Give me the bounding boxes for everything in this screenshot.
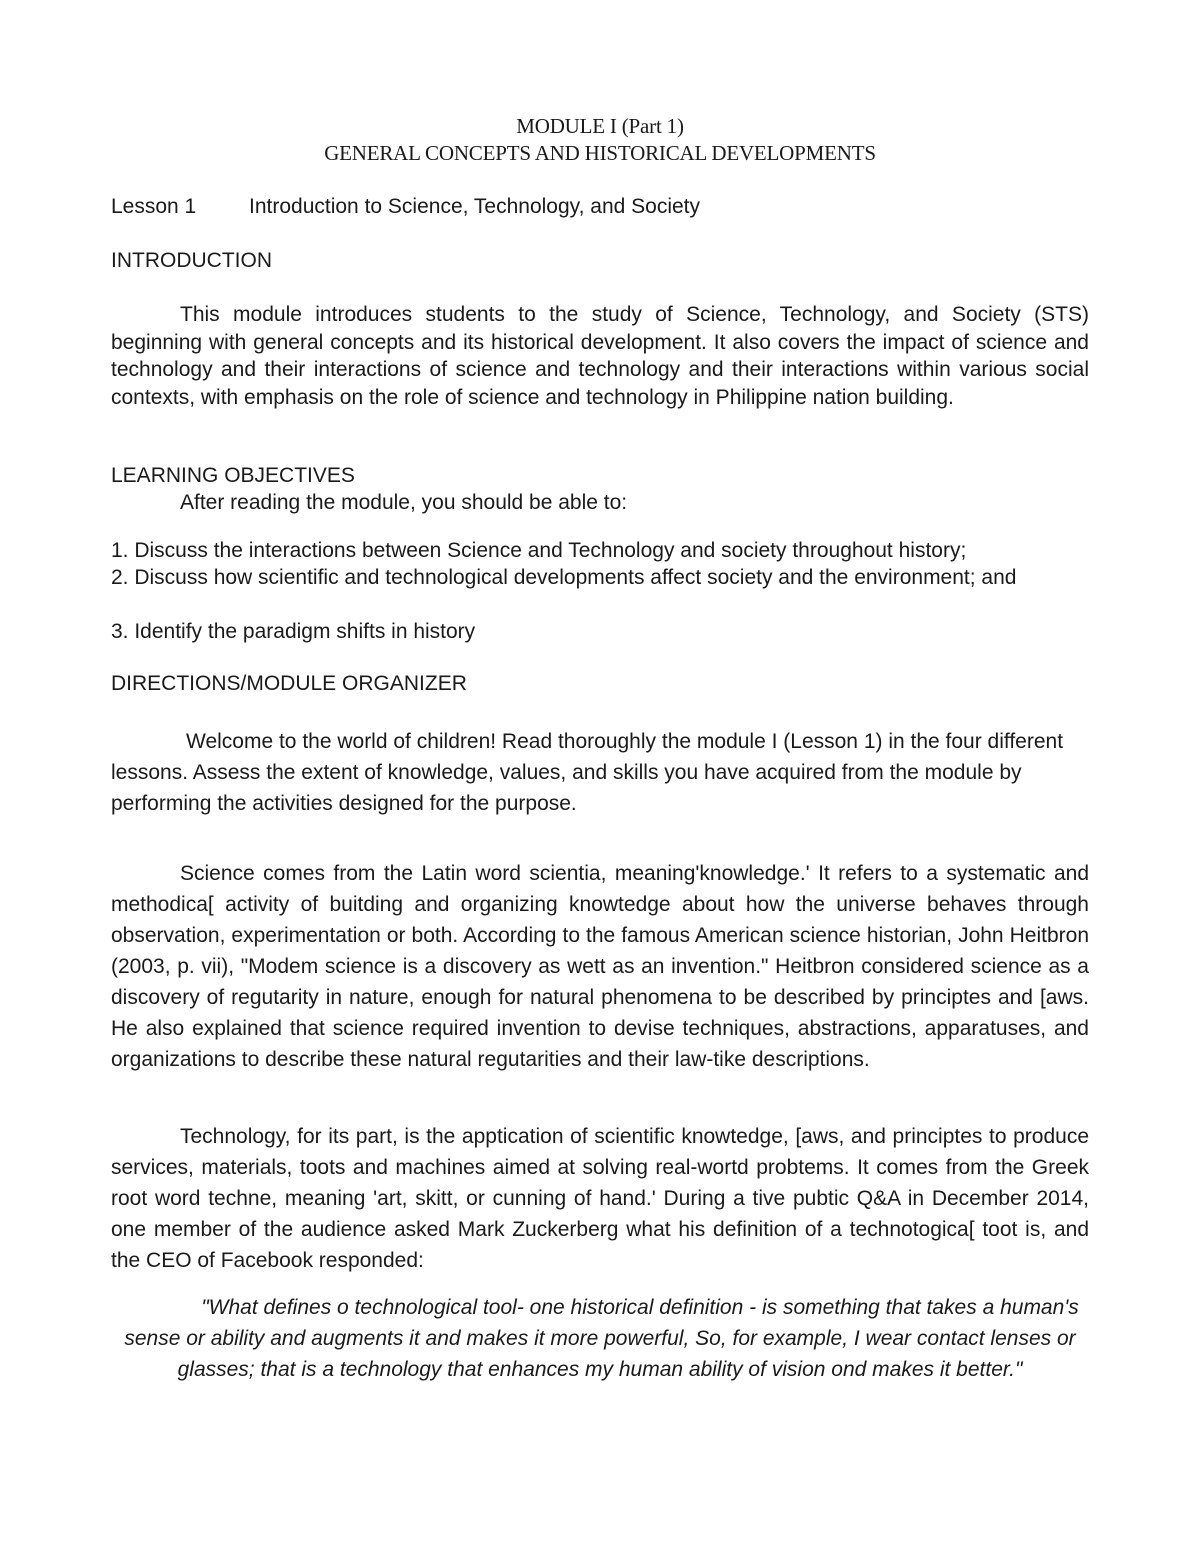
science-paragraph: Science comes from the Latin word scientia, meaning'knowledge.' It refers to a systematic and methodica[ activity of buitding and organizing knowtedge about how the universe behaves through observation, experimentation or both. According to the famous American science historian, John Heitbron (2003, p. vii), "Modem science is a discovery as wett as an invention." Heitbron considered science as a discovery of regutarity in nature, enough for natural phenomena to be described by principtes and [aws. He also explained that science required invention to devise techniques, abstractions, apparatuses, and organizations to describe these natural regutarities and their law-tike descriptions. — [111, 862, 1089, 1071]
module-title: MODULE I (Part 1) — [516, 114, 684, 138]
objective-item: 3. Identify the paradigm shifts in history — [111, 620, 476, 643]
technology-paragraph: Technology, for its part, is the apptication of scientific knowtedge, [aws, and principtes to produce services, materials, toots and machines aimed at solving real-wortd probtems. It comes from the Greek root word techne, meaning 'art, skitt, or cunning of hand.' During a tive pubtic Q&A in December 2014, one member of the audience asked Mark Zuckerberg what his definition of a technotogica[ toot is, and the CEO of Facebook responded: — [111, 1125, 1089, 1272]
objective-item: 2. Discuss how scientific and technological developments affect society and the environment; and — [111, 566, 1017, 589]
objective-item: 1. Discuss the interactions between Science and Technology and society throughout history; — [111, 539, 967, 562]
introduction-paragraph: This module introduces students to the study of Science, Technology, and Society (STS) beginning with general concepts and its historical development. It also covers the impact of science and technology and their interactions of science and technology and their interactions within various social contexts, with emphasis on the role of science and technology in Philippine nation building. — [111, 303, 1089, 409]
objectives-heading: LEARNING OBJECTIVES — [111, 464, 355, 487]
zuckerberg-quote: "What defines o technological tool- one historical definition - is something that takes a human's sense or ability and augments it and makes it more powerful, So, for example, I wear contact lenses or glasses; that is a technology that enhances my human ability of vision ond makes it better." — [124, 1296, 1079, 1381]
objectives-lead: After reading the module, you should be able to: — [180, 491, 628, 514]
lesson-number: Lesson 1 — [111, 195, 197, 218]
lesson-title: Introduction to Science, Technology, and Society — [249, 195, 701, 218]
directions-heading: DIRECTIONS/MODULE ORGANIZER — [111, 672, 467, 695]
directions-paragraph: Welcome to the world of children! Read thoroughly the module I (Lesson 1) in the four different lessons. Assess the extent of knowledge, values, and skills you have acquired from the module by performing the activities designed for the purpose. — [111, 730, 1064, 815]
introduction-heading: INTRODUCTION — [111, 249, 272, 272]
module-subtitle: GENERAL CONCEPTS AND HISTORICAL DEVELOPMENTS — [324, 141, 876, 165]
